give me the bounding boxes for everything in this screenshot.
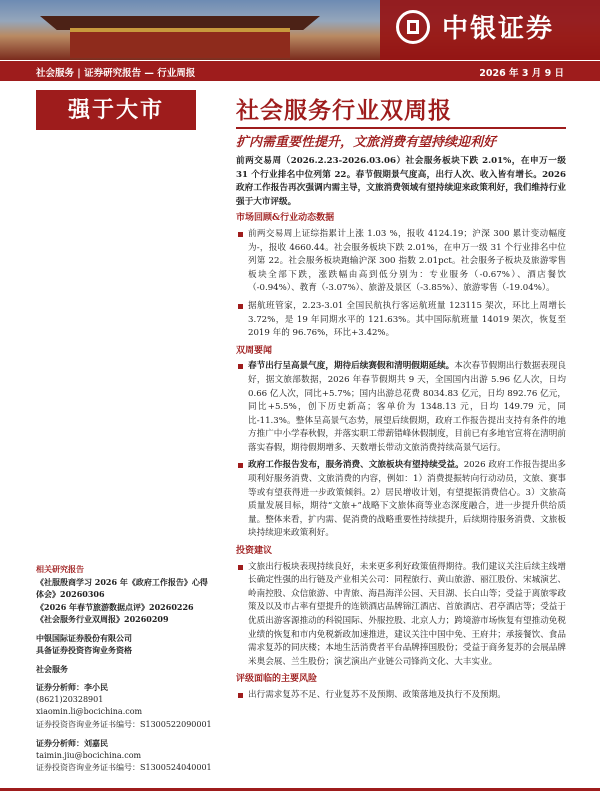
brand-logo [380,0,600,60]
analyst-cert: 证券投资咨询业务证书编号：S1300522090001 [36,719,212,729]
report-category: 社会服务 | 证券研究报告 — 行业周报 [36,68,196,79]
bank-logo-icon [396,10,430,44]
rating-badge: 强于大市 [36,90,196,130]
bullet-item [236,561,566,670]
analyst-email[interactable]: xiaomin.li@bocichina.com [36,707,143,716]
analyst-email[interactable]: taimin.jiu@bocichina.com [36,750,142,760]
analyst-cert: 证券投资咨询业务证书编号：S1300524040001 [36,763,212,772]
bullet-item [236,228,566,296]
bullet-text: 文旅出行板块表现持续良好，未来更多利好政策值得期待。我们建议关注后续主线增长确定性强的出行链及产业相关公司：同程旅行、黄山旅游、丽江股份、宋城演艺、岭南控股、众信旅游、中青旅、海昌海洋公园、天目湖、长白山等；受益于离旅零政策及以及市占率有望提升的连锁酒店品牌锦江酒店、首旅酒店、君亭酒店等；受益于优质出游客源推动的科锐国际、外服控股、北京人力；跨境游市场恢复有望推动免税业绩的恢复和市内免税新政加速推进，建议关注中国中免、王府井；承接餐饮、食品需求复苏的同庆楼；本地生活消费者平台品牌捧国股份；受益于商务复苏的会展品牌米奥会展、兰生股份；演艺演出产业链公司锋尚文化、大丰实业。 [248,561,566,667]
page-title: 社会服务行业双周报 [236,97,452,124]
bullet-text: 出行需求复苏不足、行业复苏不及预期、政策落地及执行不及预期。 [248,689,506,700]
company-name: 中银国际证券股份有限公司 [36,632,132,643]
analyst-name: 证券分析师：刘嘉民 [36,738,108,748]
bullet-text: 据航班管家，2.23-3.01 全国民航执行客运航班量 123115 架次，环比上周增长 3.72%，是 19 年同期水平的 121.63%。其中国际航班量 14019 架次，恢复至 2019 年的 96.76%，环比+3.42%。 [248,300,566,339]
title-divider [236,127,566,129]
related-report-item[interactable]: 《2026 年春节旅游数据点评》20260226 [36,601,194,612]
summary-paragraph: 前两交易周（2026.2.23-2026.03.06）社会服务板块下跌 2.01%，在申万一级 31 个行业排名中位列第 22。春节假期景气度高，出行人次、收入皆有增长。2026 政府工作报告再次强调内需主导，文旅消费领域有望持续迎来政策利好，我们维持行业强于大市评级。 [236,156,566,207]
company-qualification: 具备证券投资咨询业务资格 [36,645,132,655]
bullet-item [236,459,566,541]
footer-divider [0,788,600,791]
section-heading: 投资建议 [236,546,273,557]
bullet-text: 本次春节假期出行数据表现良好，据文旅部数据，2026 年春节假期共 9 天，全国国内出游 5.96 亿人次，日均 0.66 亿人次，同比+5.7%；国内出游总花费 8034.83 亿元，日均 892.76 亿元，同比+5.5%，创下历史新高；客单价为 1348.13 元，日均 149.79 元，同比-11.3%。整体呈高景气态势，展望后续假期，政府工作报告提出支持有条件的地方推广中小学春秋假，并落实职工带薪错峰休假制度，目前已有多地官宣将在清明前落实春假，期待假期增多、天数增长带动文旅消费持续高景气运行。 [248,361,566,453]
bullet-item [236,689,566,703]
report-body [236,155,566,707]
bullet-item [236,300,566,341]
brand-name: 中银证券 [442,14,555,44]
analyst-phone: (8621)20328901 [36,694,104,704]
section-heading: 评级面临的主要风险 [236,674,318,685]
report-meta-bar [0,61,600,81]
bullet-text: 2026 政府工作报告提出多项利好服务消费、文旅消费的内容，例如：1）消费提振转向行动动员，文旅、赛事等或有望获得进一步政策倾斜。2）居民增收计划，有望提振消费信心。3）文旅高质量发展目标，期待“文旅+”战略下文旅体商等业态深度融合，进一步提升供给质量。整体来看，扩内需、促消费的战略重要性持续提升，后续期待服务消费、文旅板块持续迎来政策利好。 [248,460,566,539]
header-banner [0,0,600,60]
section-heading: 双周要闻 [236,345,273,356]
bullet-lead: 政府工作报告发布，服务消费、文旅板块有望持续受益。 [248,460,464,471]
sector-label: 社会服务 [36,663,68,674]
related-report-item[interactable]: 《社服殷商学习 2026 年《政府工作报告》心得体会》20260306 [36,576,208,599]
bullet-item [236,360,566,455]
report-sections [236,212,566,702]
related-reports-heading: 相关研究报告 [36,564,84,574]
bullet-text: 前两交易周上证综指累计上涨 1.03 %，报收 4124.19；沪深 300 累计变动幅度为-，报收 4660.44。社会服务板块下跌 2.01%，在申万一级 31 个行业排名中位列第 22。社会服务板块跑输沪深 300 指数 2.01pct。社会服务子板块及旅游零售板块全部下跌，涨跌幅由高到低分别为：专业服务（-0.67%）、酒店餐饮（-0.94%）、教育（-3.07%）、旅游及景区（-3.85%）、旅游零售（-19.04%）。 [248,228,566,294]
sidebar-info [36,563,214,775]
report-date: 2026 年 3 月 9 日 [479,68,564,79]
analyst-name: 证券分析师：李小民 [36,682,108,692]
page-subtitle: 扩内需重要性提升，文旅消费有望持续迎利好 [236,135,497,150]
bullet-lead: 春节出行呈高景气度，期待后续赛假和清明假期延续。 [248,361,455,372]
palace-wall-graphic [70,28,290,58]
related-report-item[interactable]: 《社会服务行业双周报》20260209 [36,614,169,624]
section-heading: 市场回顾&行业动态数据 [236,213,335,224]
